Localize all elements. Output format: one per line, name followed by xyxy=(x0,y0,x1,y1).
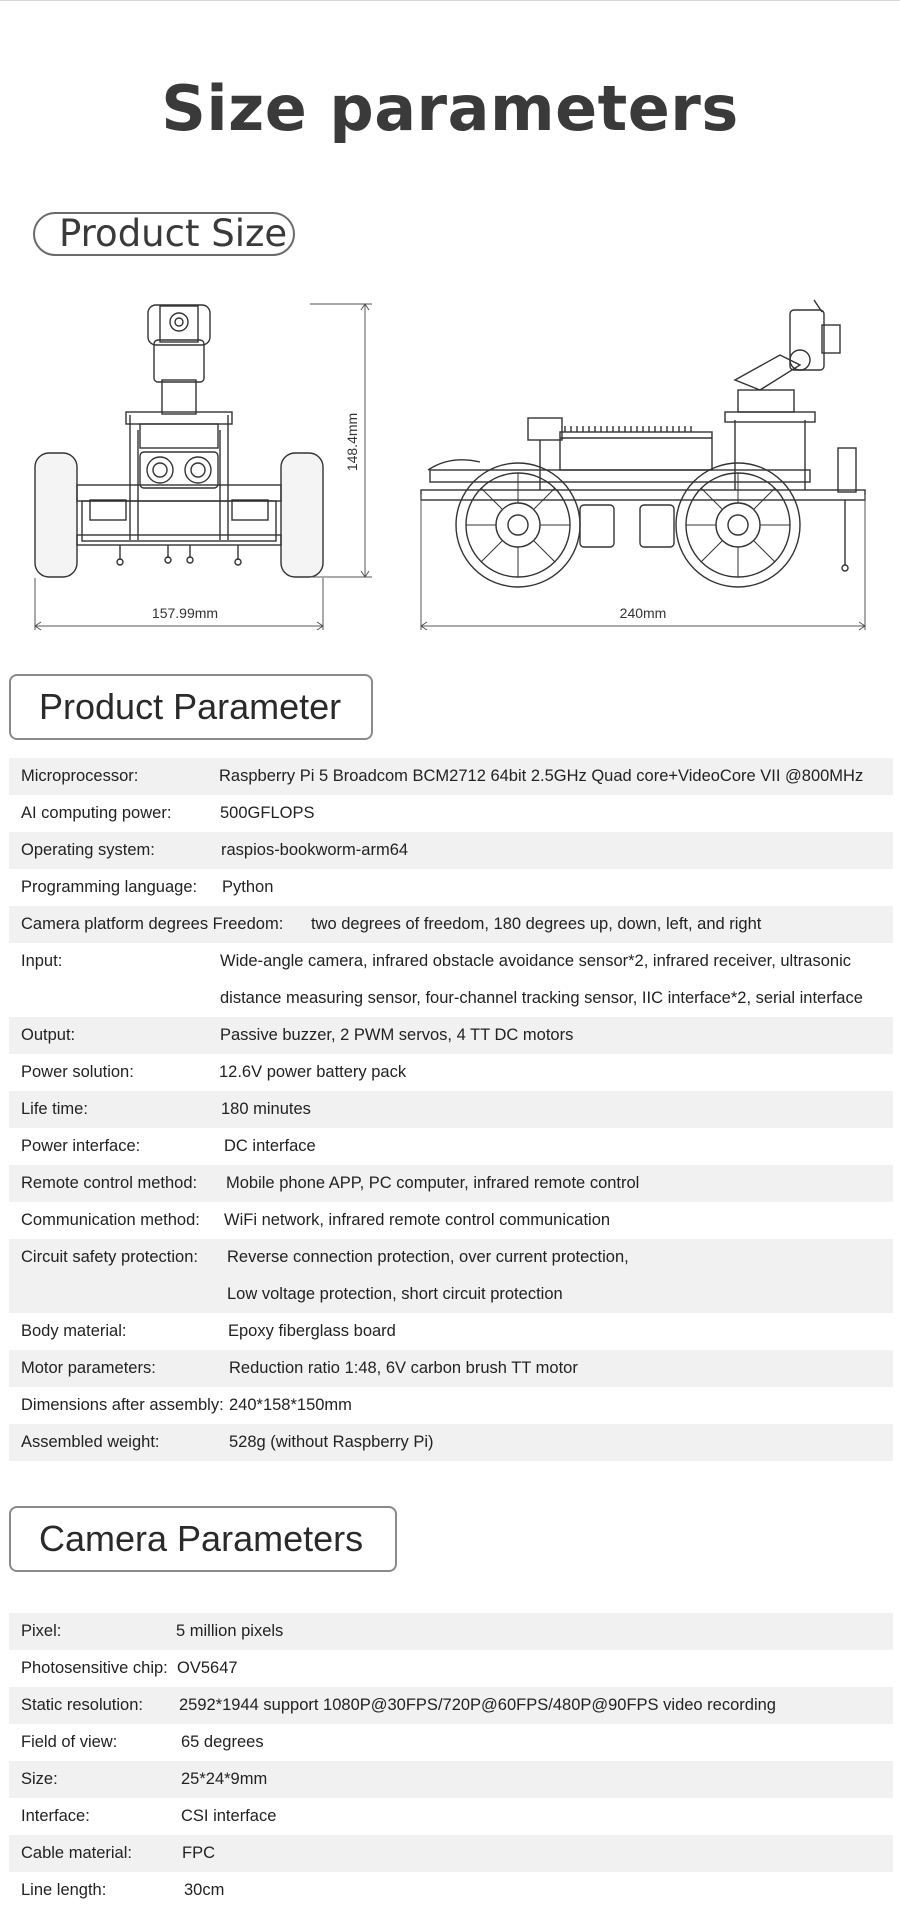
table-row xyxy=(9,869,893,906)
param-label: Output: xyxy=(21,1026,76,1044)
param-value: WiFi network, infrared remote control communication xyxy=(224,1211,611,1229)
param-label: Circuit safety protection: xyxy=(21,1248,198,1266)
param-label: Operating system: xyxy=(21,841,155,859)
param-value: 25*24*9mm xyxy=(181,1770,268,1788)
param-label: Life time: xyxy=(21,1100,88,1118)
param-value: 5 million pixels xyxy=(176,1622,284,1640)
param-label: Camera platform degrees Freedom: xyxy=(21,915,284,933)
table-row xyxy=(9,906,893,943)
param-value: Raspberry Pi 5 Broadcom BCM2712 64bit 2.5GHz Quad core+VideoCore VII @800MHz xyxy=(219,767,864,785)
param-label: Remote control method: xyxy=(21,1174,198,1192)
param-label: Line length: xyxy=(21,1881,107,1899)
param-value: 528g (without Raspberry Pi) xyxy=(229,1433,434,1451)
table-row xyxy=(9,1313,893,1350)
param-value: Reduction ratio 1:48, 6V carbon brush TT motor xyxy=(229,1359,578,1377)
front-width-label: 157.99mm xyxy=(151,605,219,621)
table-row xyxy=(9,1650,893,1687)
param-value: Wide-angle camera, infrared obstacle avoidance sensor*2, infrared receiver, ultrasonic xyxy=(220,952,851,970)
table-row xyxy=(9,1872,893,1909)
param-value: Python xyxy=(222,878,274,896)
param-label: Input: xyxy=(21,952,63,970)
param-label: Body material: xyxy=(21,1322,127,1340)
param-value: Epoxy fiberglass board xyxy=(228,1322,396,1340)
table-row xyxy=(9,1350,893,1387)
param-value: raspios-bookworm-arm64 xyxy=(221,841,409,859)
param-label: Motor parameters: xyxy=(21,1359,156,1377)
param-label: Photosensitive chip: xyxy=(21,1659,168,1677)
table-row xyxy=(9,1613,893,1650)
table-row xyxy=(9,1424,893,1461)
param-label: Static resolution: xyxy=(21,1696,143,1714)
front-view-robot xyxy=(35,305,323,577)
side-view-robot xyxy=(421,300,865,587)
param-value: 500GFLOPS xyxy=(220,804,315,822)
param-label: Power interface: xyxy=(21,1137,141,1155)
table-row xyxy=(9,832,893,869)
param-label: Field of view: xyxy=(21,1733,118,1751)
top-divider xyxy=(0,0,900,1)
param-label: Interface: xyxy=(21,1807,90,1825)
param-label: AI computing power: xyxy=(21,804,172,822)
table-row xyxy=(9,1165,893,1202)
param-label: Programming language: xyxy=(21,878,198,896)
table-row xyxy=(9,1387,893,1424)
param-label: Power solution: xyxy=(21,1063,134,1081)
table-row xyxy=(9,1687,893,1724)
param-value: DC interface xyxy=(224,1137,316,1155)
param-value: 2592*1944 support 1080P@30FPS/720P@60FPS/480P@90FPS video recording xyxy=(179,1696,776,1714)
param-value: 12.6V power battery pack xyxy=(219,1063,407,1081)
camera-parameters-table xyxy=(9,1613,893,1909)
param-label: Assembled weight: xyxy=(21,1433,160,1451)
table-row xyxy=(9,1017,893,1054)
table-row xyxy=(9,795,893,832)
param-value: Mobile phone APP, PC computer, infrared remote control xyxy=(226,1174,640,1192)
side-length-label: 240mm xyxy=(619,605,667,621)
front-height-label: 148.4mm xyxy=(344,412,360,472)
table-row xyxy=(9,943,893,1017)
param-value: Low voltage protection, short circuit protection xyxy=(227,1285,563,1303)
param-label: Size: xyxy=(21,1770,58,1788)
product-size-drawing xyxy=(0,290,900,640)
table-row xyxy=(9,1128,893,1165)
param-label: Microprocessor: xyxy=(21,767,139,785)
page-title: Size parameters xyxy=(161,72,739,145)
param-value: Passive buzzer, 2 PWM servos, 4 TT DC motors xyxy=(220,1026,574,1044)
product-size-heading: Product Size xyxy=(33,212,295,256)
product-parameter-table xyxy=(9,758,893,1461)
table-row xyxy=(9,1054,893,1091)
camera-parameters-heading: Camera Parameters xyxy=(9,1506,397,1572)
param-value: 180 minutes xyxy=(221,1100,311,1118)
param-value: distance measuring sensor, four-channel tracking sensor, IIC interface*2, serial interface xyxy=(220,989,863,1007)
table-row xyxy=(9,1202,893,1239)
param-value: 240*158*150mm xyxy=(229,1396,352,1414)
table-row xyxy=(9,1239,893,1313)
table-row xyxy=(9,758,893,795)
param-label: Dimensions after assembly: xyxy=(21,1396,224,1414)
param-value: 30cm xyxy=(184,1881,225,1899)
param-label: Cable material: xyxy=(21,1844,132,1862)
table-row xyxy=(9,1761,893,1798)
param-value: CSI interface xyxy=(181,1807,277,1825)
param-value: OV5647 xyxy=(177,1659,238,1677)
param-value: Reverse connection protection, over current protection, xyxy=(227,1248,629,1266)
table-row xyxy=(9,1091,893,1128)
param-value: 65 degrees xyxy=(181,1733,264,1751)
table-row xyxy=(9,1724,893,1761)
param-label: Communication method: xyxy=(21,1211,200,1229)
param-value: FPC xyxy=(182,1844,215,1862)
param-label: Pixel: xyxy=(21,1622,62,1640)
param-value: two degrees of freedom, 180 degrees up, down, left, and right xyxy=(311,915,762,933)
wheel-spokes xyxy=(466,473,790,577)
product-parameter-heading: Product Parameter xyxy=(9,674,373,740)
table-row xyxy=(9,1798,893,1835)
table-row xyxy=(9,1835,893,1872)
